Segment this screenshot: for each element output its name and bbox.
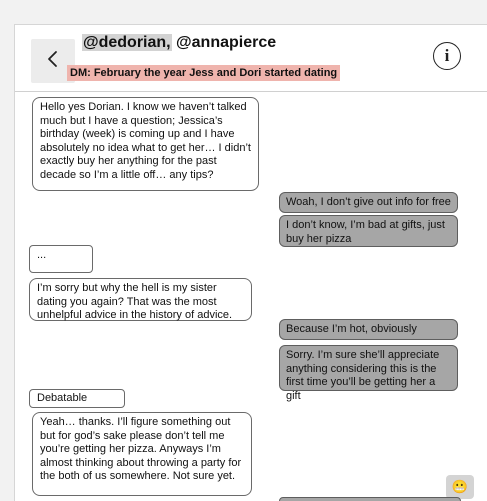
title-highlighted-handle: @dedorian, [83, 34, 171, 51]
message-bubble-outgoing: I don’t know, I’m bad at gifts, just buy her pizza [279, 215, 458, 247]
message-bubble-outgoing: Sorry. I’m sure she’ll appreciate anything considering this is the first time you’ll be getting her a gift [279, 345, 458, 391]
emoji-reaction-button[interactable] [446, 475, 474, 499]
message-bubble-incoming: ... [29, 245, 93, 273]
message-bubble-outgoing-partial [279, 497, 461, 501]
title-other-handle: @annapierce [171, 34, 277, 51]
conversation-subtitle: DM: February the year Jess and Dori started dating [67, 65, 340, 81]
info-icon: i [444, 46, 450, 65]
info-button[interactable] [433, 42, 461, 70]
conversation-title [82, 34, 276, 52]
chat-window [14, 24, 487, 501]
chevron-left-icon [46, 49, 60, 74]
message-bubble-incoming: Debatable [29, 389, 125, 408]
message-bubble-incoming: Hello yes Dorian. I know we haven’t talked much but I have a question; Jessica’s birthday (week) is coming up and I have absolutely no idea what to get her… I didn’t exactly buy her anything for the past decade so I’m a little off… any tips? [32, 97, 259, 191]
message-bubble-outgoing: Woah, I don’t give out info for free [279, 192, 458, 213]
message-bubble-incoming: I’m sorry but why the hell is my sister dating you again? That was the most unhelpful advice in the history of advice. [29, 278, 252, 321]
chat-header [15, 25, 487, 92]
message-bubble-outgoing: Because I’m hot, obviously [279, 319, 458, 340]
message-bubble-incoming: Yeah… thanks. I’ll figure something out but for god’s sake please don’t tell me you’re getting her pizza. Anyways I’m almost thinking about throwing a party for the both of us somewhere. Not sure yet. [32, 412, 252, 496]
grimacing-face-icon: 😬 [451, 479, 469, 494]
